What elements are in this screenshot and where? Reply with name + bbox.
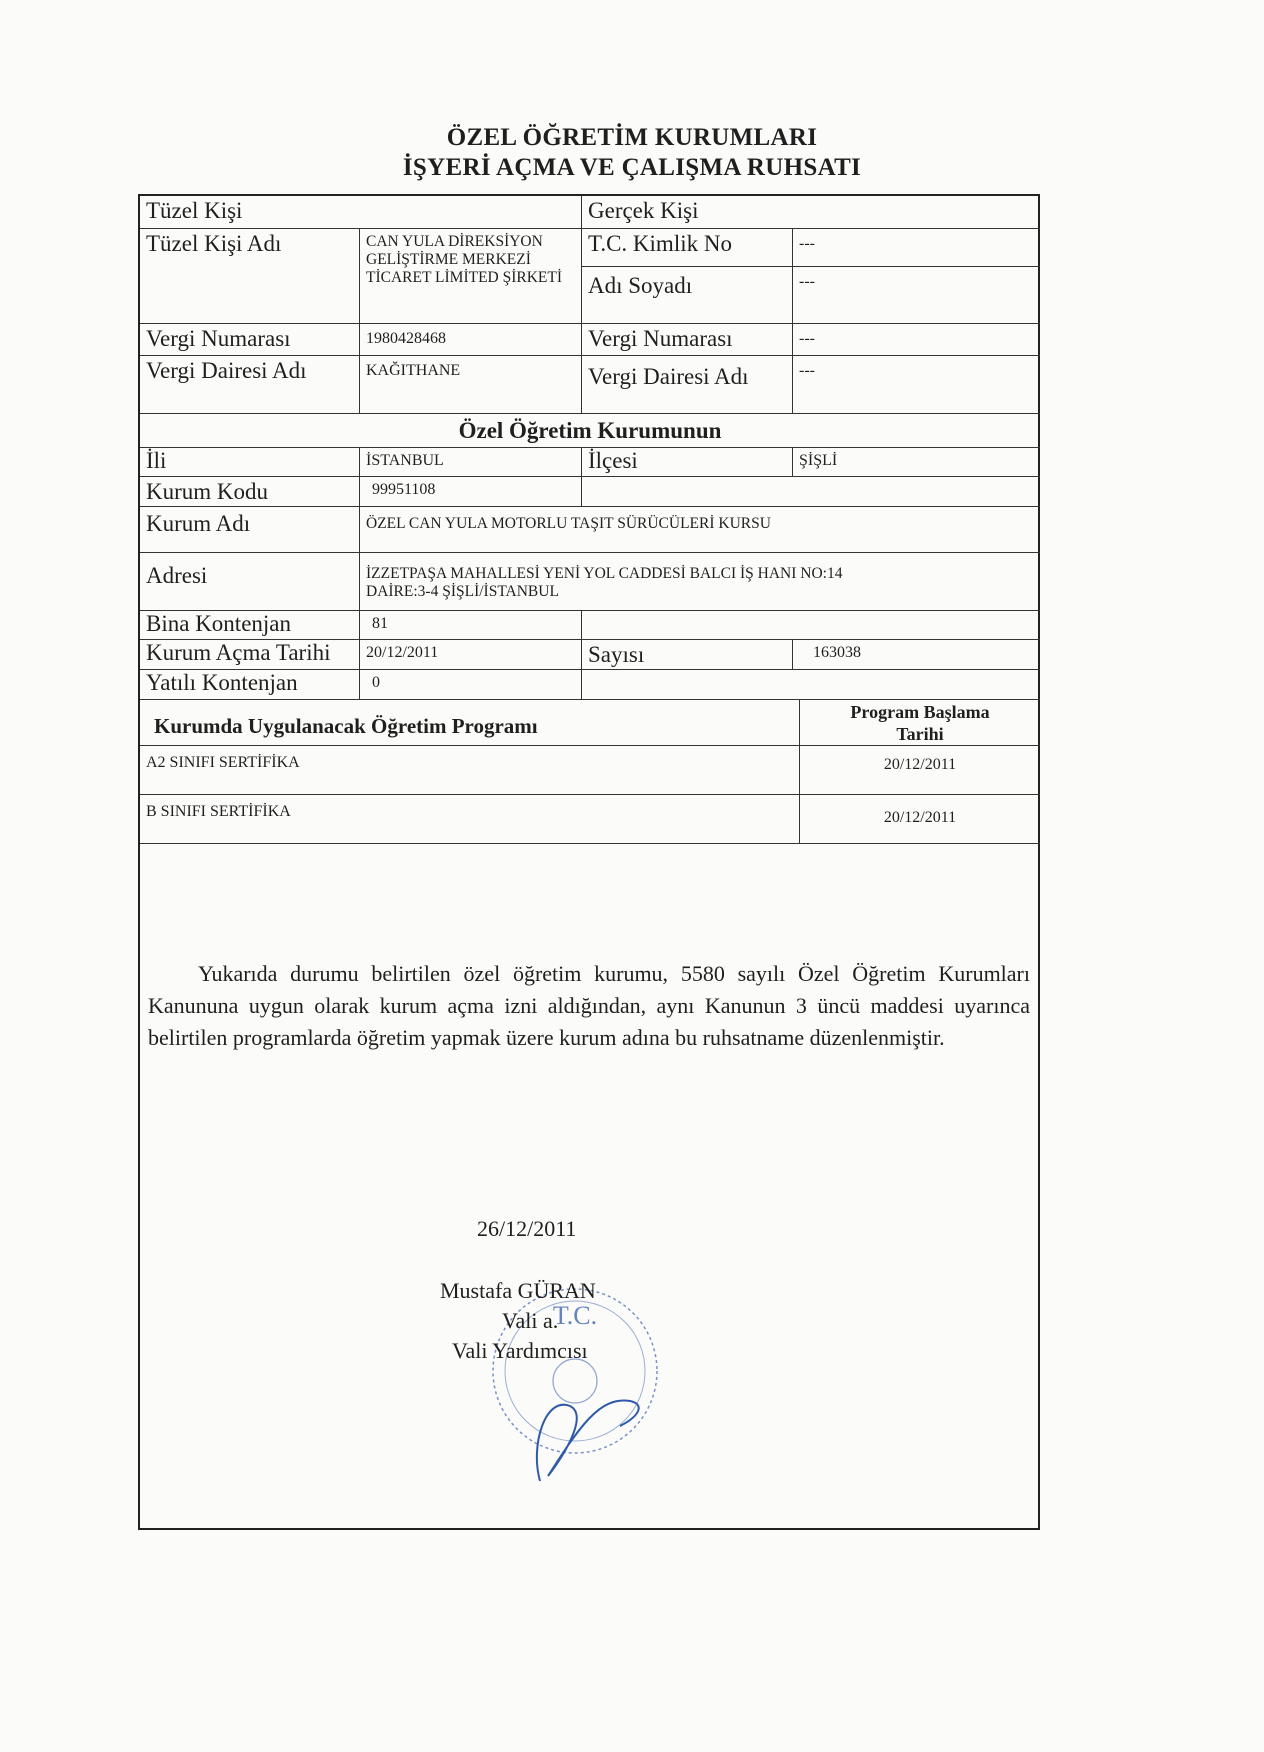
vergi-dairesi-value: KAĞITHANE: [360, 356, 582, 414]
sayisi-value: 163038: [793, 640, 1040, 670]
kurum-acma-tarihi-value: 20/12/2011: [360, 640, 582, 670]
adres-value: [360, 553, 1040, 611]
sayisi-label: Sayısı: [582, 640, 793, 670]
yatili-kontenjan-blank: [582, 670, 1040, 700]
ilce-value: ŞİŞLİ: [793, 448, 1040, 477]
institution-section-title: Özel Öğretim Kurumunun: [140, 414, 1040, 448]
adres-line-1: İZZETPAŞA MAHALLESİ YENİ YOL CADDESİ BALCI İŞ HANI NO:14: [366, 565, 843, 582]
ilce-label: İlçesi: [582, 448, 793, 477]
signature-date: 26/12/2011: [477, 1216, 577, 1241]
kurum-kodu-blank: [582, 477, 1040, 507]
signatory-title-line1: Vali a.: [502, 1308, 559, 1333]
document-title-line2: İŞYERİ AÇMA VE ÇALIŞMA RUHSATI: [402, 154, 862, 181]
signatory-title-line2: Vali Yardımcısı: [452, 1338, 588, 1363]
tc-kimlik-label: T.C. Kimlik No: [582, 229, 793, 267]
kurum-kodu-value: 99951108: [360, 477, 582, 507]
tc-kimlik-value: ---: [793, 229, 1040, 267]
adi-soyadi-label: Adı Soyadı: [582, 267, 793, 324]
program-date-header-line1: Program Başlama: [850, 702, 990, 722]
yatili-kontenjan-label: Yatılı Kontenjan: [140, 670, 360, 700]
tuzel-kisi-adi-label: Tüzel Kişi Adı: [140, 229, 360, 324]
program-date-header-line2: Tarihi: [896, 723, 944, 744]
license-statement-text: Yukarıda durumu belirtilen özel öğretim kurumu, 5580 sayılı Özel Öğretim Kurumları Kanununa uygun olarak kurum açma izni aldığından, aynı Kanunun 3 üncü maddesi uyarınca belirtilen programlarda öğretim yapmak üzere kurum adına bu ruhsatname düzenlenmiştir.: [148, 961, 1030, 1050]
adres-line-2: DAİRE:3-4 ŞİŞLİ/İSTANBUL: [366, 582, 559, 600]
tuzel-kisi-adi-value: CAN YULA DİREKSİYON GELİŞTİRME MERKEZİ TİCARET LİMİTED ŞİRKETİ: [360, 229, 582, 324]
program-row-date: 20/12/2011: [800, 795, 1040, 844]
kurum-adi-label: Kurum Adı: [140, 507, 360, 553]
gercek-vergi-dairesi-label: Vergi Dairesi Adı: [582, 356, 793, 414]
program-row-date: 20/12/2011: [800, 746, 1040, 795]
vergi-numarasi-value: 1980428468: [360, 324, 582, 356]
kurum-adi-value: ÖZEL CAN YULA MOTORLU TAŞIT SÜRÜCÜLERİ KURSU: [360, 507, 1040, 553]
vergi-dairesi-label: Vergi Dairesi Adı: [140, 356, 360, 414]
signature-scribble: [537, 1400, 639, 1481]
program-row-name: A2 SINIFI SERTİFİKA: [140, 746, 800, 795]
seal-text: T.C.: [552, 1301, 598, 1330]
il-label: İli: [140, 448, 360, 477]
tuzel-kisi-header: Tüzel Kişi: [140, 196, 582, 229]
license-statement: [148, 958, 1030, 1054]
program-header: Kurumda Uygulanacak Öğretim Programı: [140, 700, 800, 746]
bina-kontenjan-label: Bina Kontenjan: [140, 611, 360, 640]
document-title-line1: ÖZEL ÖĞRETİM KURUMLARI: [446, 124, 818, 151]
bina-kontenjan-value: 81: [360, 611, 582, 640]
adi-soyadi-value: ---: [793, 267, 1040, 324]
gercek-vergi-dairesi-value: ---: [793, 356, 1040, 414]
adres-label: Adresi: [140, 553, 360, 611]
kurum-kodu-label: Kurum Kodu: [140, 477, 360, 507]
program-row-name: B SINIFI SERTİFİKA: [140, 795, 800, 844]
vergi-numarasi-label: Vergi Numarası: [140, 324, 360, 356]
gercek-vergi-numarasi-value: ---: [793, 324, 1040, 356]
signatory-name: Mustafa GÜRAN: [440, 1278, 596, 1303]
gercek-vergi-numarasi-label: Vergi Numarası: [582, 324, 793, 356]
kurum-acma-tarihi-label: Kurum Açma Tarihi: [140, 640, 360, 670]
program-date-header: [800, 700, 1040, 746]
yatili-kontenjan-value: 0: [360, 670, 582, 700]
il-value: İSTANBUL: [360, 448, 582, 477]
license-form: [138, 194, 1040, 1530]
gercek-kisi-header: Gerçek Kişi: [582, 196, 1040, 229]
bina-kontenjan-blank: [582, 611, 1040, 640]
